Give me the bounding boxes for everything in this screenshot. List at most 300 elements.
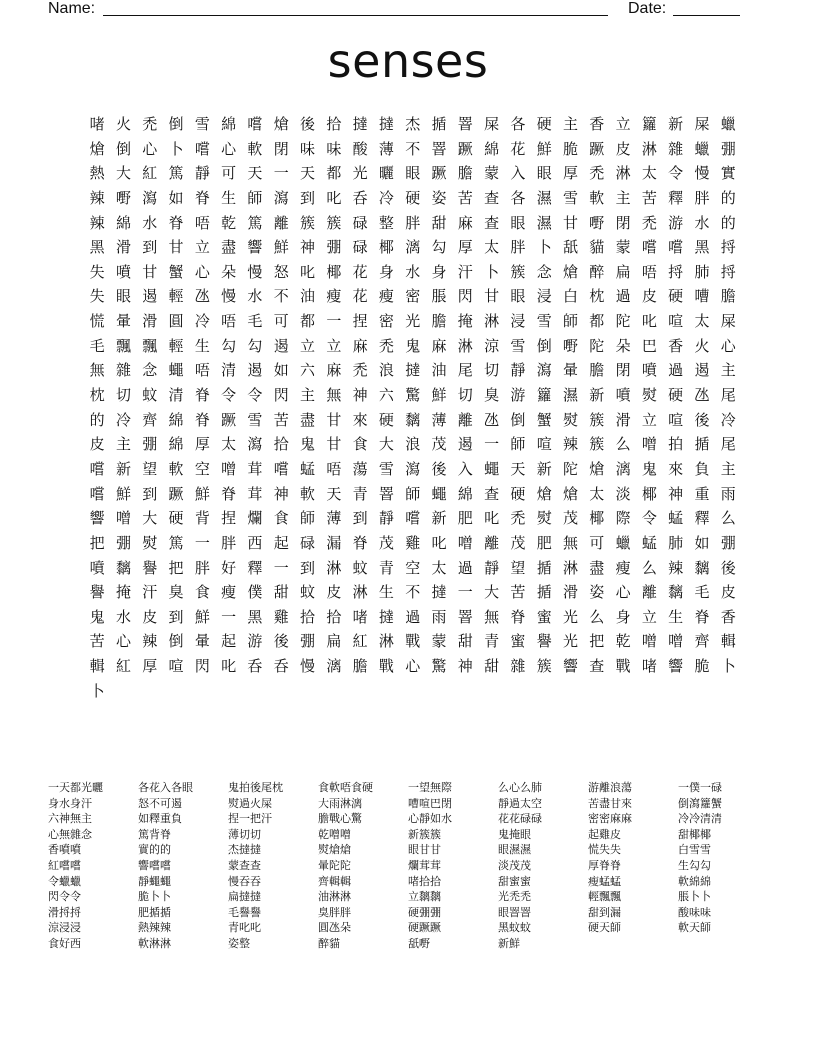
grid-cell[interactable]: 軟 — [247, 139, 263, 158]
grid-cell[interactable]: 毛 — [694, 583, 710, 602]
grid-cell[interactable]: 密 — [405, 287, 421, 306]
grid-cell[interactable]: 新 — [536, 459, 552, 478]
grid-cell[interactable]: 水 — [142, 213, 158, 232]
grid-cell[interactable]: 冷 — [194, 312, 210, 331]
grid-cell[interactable]: 眼 — [536, 164, 552, 183]
grid-cell[interactable]: 巴 — [641, 336, 657, 355]
grid-cell[interactable]: 雨 — [431, 607, 447, 626]
grid-cell[interactable]: 一 — [194, 533, 210, 552]
grid-cell[interactable]: 倒 — [510, 410, 526, 429]
grid-cell[interactable]: 氹 — [194, 287, 210, 306]
grid-cell[interactable]: 暈 — [115, 312, 131, 331]
grid-cell[interactable]: 醉 — [589, 262, 605, 281]
grid-cell[interactable]: 令 — [221, 386, 237, 405]
grid-cell[interactable]: 師 — [247, 188, 263, 207]
grid-cell[interactable]: 嚐 — [89, 459, 105, 478]
grid-cell[interactable]: 叱 — [641, 312, 657, 331]
grid-cell[interactable]: 茸 — [247, 459, 263, 478]
grid-cell[interactable]: 麻 — [352, 336, 368, 355]
grid-cell[interactable]: 蠟 — [694, 139, 710, 158]
grid-cell[interactable]: 滑 — [115, 238, 131, 257]
grid-cell[interactable]: 硬 — [536, 115, 552, 133]
grid-cell[interactable]: 辣 — [668, 558, 684, 577]
grid-cell[interactable]: 朵 — [221, 262, 237, 281]
grid-cell[interactable]: 椰 — [378, 238, 394, 257]
grid-cell[interactable]: 靜 — [378, 509, 394, 528]
grid-cell[interactable]: 拾 — [300, 607, 316, 626]
grid-cell[interactable]: 神 — [273, 484, 289, 503]
grid-cell[interactable]: 撻 — [352, 115, 368, 133]
grid-cell[interactable]: 輯 — [89, 657, 105, 676]
grid-cell[interactable]: 氹 — [484, 410, 500, 429]
grid-cell[interactable]: 浪 — [405, 435, 421, 454]
grid-cell[interactable]: 望 — [510, 558, 526, 577]
grid-cell[interactable]: 空 — [405, 558, 421, 577]
grid-cell[interactable]: 暈 — [194, 632, 210, 651]
grid-cell[interactable]: 舐 — [562, 238, 578, 257]
grid-cell[interactable]: 慢 — [300, 657, 316, 676]
grid-cell[interactable]: 禿 — [378, 336, 394, 355]
grid-cell[interactable]: 浸 — [536, 287, 552, 306]
grid-cell[interactable]: 拍 — [668, 435, 684, 454]
grid-cell[interactable]: 立 — [326, 336, 342, 355]
grid-cell[interactable]: 黐 — [668, 583, 684, 602]
grid-cell[interactable]: 蹶 — [168, 484, 184, 503]
grid-cell[interactable]: 冷 — [720, 410, 736, 429]
grid-cell[interactable]: 硬 — [378, 410, 394, 429]
grid-cell[interactable]: 無 — [326, 386, 342, 405]
grid-cell[interactable]: 軟 — [168, 459, 184, 478]
grid-cell[interactable]: 查 — [484, 484, 500, 503]
grid-cell[interactable]: 蒙 — [431, 632, 447, 651]
grid-cell[interactable]: 卜 — [89, 681, 105, 700]
grid-cell[interactable]: 綿 — [168, 410, 184, 429]
grid-cell[interactable]: 響 — [668, 657, 684, 676]
grid-cell[interactable]: 心 — [194, 262, 210, 281]
name-blank[interactable] — [103, 15, 608, 16]
grid-cell[interactable]: 熨 — [641, 386, 657, 405]
grid-cell[interactable]: 屎 — [484, 115, 500, 133]
grid-cell[interactable]: 立 — [641, 410, 657, 429]
grid-cell[interactable]: 青 — [484, 632, 500, 651]
grid-cell[interactable]: 離 — [484, 533, 500, 552]
grid-cell[interactable]: 熗 — [89, 139, 105, 158]
grid-cell[interactable]: 毛 — [89, 336, 105, 355]
grid-cell[interactable]: 太 — [589, 484, 605, 503]
grid-cell[interactable]: 肥 — [457, 509, 473, 528]
grid-cell[interactable]: 把 — [168, 558, 184, 577]
grid-cell[interactable]: 捋 — [720, 262, 736, 281]
grid-cell[interactable]: 辣 — [89, 213, 105, 232]
grid-cell[interactable]: 唔 — [194, 361, 210, 380]
grid-cell[interactable]: 火 — [115, 115, 131, 133]
grid-cell[interactable]: 爛 — [247, 509, 263, 528]
grid-cell[interactable]: 眼 — [405, 164, 421, 183]
grid-cell[interactable]: 密 — [378, 312, 394, 331]
grid-cell[interactable]: 噌 — [457, 533, 473, 552]
grid-cell[interactable]: 嘢 — [562, 336, 578, 355]
grid-cell[interactable]: 主 — [300, 386, 316, 405]
grid-cell[interactable]: 弸 — [720, 533, 736, 552]
grid-cell[interactable]: 脊 — [352, 533, 368, 552]
grid-cell[interactable]: 漏 — [326, 533, 342, 552]
grid-cell[interactable]: 蠟 — [720, 115, 736, 133]
grid-cell[interactable]: 倒 — [115, 139, 131, 158]
grid-cell[interactable]: 滑 — [615, 410, 631, 429]
grid-cell[interactable]: 禿 — [352, 361, 368, 380]
grid-cell[interactable]: 離 — [641, 583, 657, 602]
grid-cell[interactable]: 濕 — [536, 213, 552, 232]
date-blank[interactable] — [673, 15, 740, 16]
grid-cell[interactable]: 鮮 — [536, 139, 552, 158]
grid-cell[interactable]: 硬 — [668, 386, 684, 405]
grid-cell[interactable]: 閃 — [194, 657, 210, 676]
grid-cell[interactable]: 弸 — [720, 139, 736, 158]
grid-cell[interactable]: 到 — [300, 558, 316, 577]
grid-cell[interactable]: 瘦 — [378, 287, 394, 306]
grid-cell[interactable]: 飄 — [142, 336, 158, 355]
grid-cell[interactable]: 雪 — [247, 410, 263, 429]
grid-cell[interactable]: 膽 — [720, 287, 736, 306]
grid-cell[interactable]: 遏 — [694, 361, 710, 380]
grid-cell[interactable]: 後 — [431, 459, 447, 478]
grid-cell[interactable]: 閃 — [273, 386, 289, 405]
grid-cell[interactable]: 叱 — [484, 509, 500, 528]
grid-cell[interactable]: 瀉 — [405, 459, 421, 478]
grid-cell[interactable]: 靜 — [510, 361, 526, 380]
grid-cell[interactable]: 薄 — [326, 509, 342, 528]
grid-cell[interactable]: 甜 — [431, 213, 447, 232]
grid-cell[interactable]: 呑 — [273, 657, 289, 676]
grid-cell[interactable]: 新 — [431, 509, 447, 528]
grid-cell[interactable]: 清 — [221, 361, 237, 380]
grid-cell[interactable]: 揗 — [536, 583, 552, 602]
grid-cell[interactable]: 倒 — [168, 632, 184, 651]
grid-cell[interactable]: 心 — [720, 336, 736, 355]
grid-cell[interactable]: 查 — [589, 657, 605, 676]
grid-cell[interactable]: 捋 — [720, 238, 736, 257]
grid-cell[interactable]: 皮 — [641, 287, 657, 306]
grid-cell[interactable]: 輕 — [168, 336, 184, 355]
grid-cell[interactable]: 火 — [694, 336, 710, 355]
grid-cell[interactable]: 主 — [562, 115, 578, 133]
grid-cell[interactable]: 雪 — [194, 115, 210, 133]
grid-cell[interactable]: 來 — [352, 410, 368, 429]
grid-cell[interactable]: 游 — [247, 632, 263, 651]
grid-cell[interactable]: 撻 — [378, 115, 394, 133]
grid-cell[interactable]: 汗 — [457, 262, 473, 281]
grid-cell[interactable]: 慌 — [89, 312, 105, 331]
grid-cell[interactable]: 的 — [720, 188, 736, 207]
grid-cell[interactable]: 主 — [720, 459, 736, 478]
grid-cell[interactable]: 甘 — [562, 213, 578, 232]
grid-cell[interactable]: 閉 — [615, 361, 631, 380]
grid-cell[interactable]: 勾 — [431, 238, 447, 257]
grid-cell[interactable]: 可 — [221, 164, 237, 183]
grid-cell[interactable]: 脆 — [562, 139, 578, 158]
grid-cell[interactable]: 陀 — [615, 312, 631, 331]
grid-cell[interactable]: 瀉 — [273, 188, 289, 207]
grid-cell[interactable]: 六 — [300, 361, 316, 380]
grid-cell[interactable]: 厚 — [142, 657, 158, 676]
grid-cell[interactable]: 鬼 — [405, 336, 421, 355]
grid-cell[interactable]: 輯 — [720, 632, 736, 651]
grid-cell[interactable]: 黑 — [247, 607, 263, 626]
grid-cell[interactable]: 熨 — [142, 533, 158, 552]
grid-cell[interactable]: 肥 — [536, 533, 552, 552]
grid-cell[interactable]: 蜢 — [668, 509, 684, 528]
grid-cell[interactable]: 負 — [694, 459, 710, 478]
grid-cell[interactable]: 么 — [720, 509, 736, 528]
grid-cell[interactable]: 膽 — [431, 312, 447, 331]
grid-cell[interactable]: 胖 — [221, 533, 237, 552]
grid-cell[interactable]: 紅 — [352, 632, 368, 651]
grid-cell[interactable]: 淋 — [457, 336, 473, 355]
grid-cell[interactable]: 滑 — [142, 312, 158, 331]
grid-cell[interactable]: 青 — [378, 558, 394, 577]
grid-cell[interactable]: 心 — [221, 139, 237, 158]
grid-cell[interactable]: 閉 — [615, 213, 631, 232]
grid-cell[interactable]: 鮮 — [194, 484, 210, 503]
grid-cell[interactable]: 熗 — [562, 484, 578, 503]
grid-cell[interactable]: 瘦 — [615, 558, 631, 577]
grid-cell[interactable]: 胖 — [694, 188, 710, 207]
grid-cell[interactable]: 慢 — [247, 262, 263, 281]
grid-cell[interactable]: 噴 — [89, 558, 105, 577]
grid-cell[interactable]: 過 — [615, 287, 631, 306]
grid-cell[interactable]: 罯 — [378, 484, 394, 503]
grid-cell[interactable]: 胖 — [510, 238, 526, 257]
grid-cell[interactable]: 都 — [589, 312, 605, 331]
grid-cell[interactable]: 齊 — [694, 632, 710, 651]
grid-cell[interactable]: 輕 — [168, 287, 184, 306]
grid-cell[interactable]: 蠅 — [168, 361, 184, 380]
grid-cell[interactable]: 暈 — [562, 361, 578, 380]
grid-cell[interactable]: 後 — [273, 632, 289, 651]
grid-cell[interactable]: 皮 — [720, 583, 736, 602]
grid-cell[interactable]: 如 — [694, 533, 710, 552]
grid-cell[interactable]: 蕩 — [352, 459, 368, 478]
grid-cell[interactable]: 嚐 — [89, 484, 105, 503]
grid-cell[interactable]: 脊 — [168, 213, 184, 232]
grid-cell[interactable]: 蒙 — [484, 164, 500, 183]
grid-cell[interactable]: 熗 — [589, 459, 605, 478]
grid-cell[interactable]: 厚 — [562, 164, 578, 183]
grid-cell[interactable]: 蒙 — [615, 238, 631, 257]
grid-cell[interactable]: 六 — [378, 386, 394, 405]
grid-cell[interactable]: 西 — [247, 533, 263, 552]
grid-cell[interactable]: 靜 — [194, 164, 210, 183]
grid-cell[interactable]: 師 — [562, 312, 578, 331]
grid-cell[interactable]: 到 — [300, 188, 316, 207]
grid-cell[interactable]: 篤 — [168, 164, 184, 183]
grid-cell[interactable]: 綿 — [168, 435, 184, 454]
grid-cell[interactable]: 淋 — [326, 558, 342, 577]
grid-cell[interactable]: 香 — [668, 336, 684, 355]
grid-cell[interactable]: 香 — [720, 607, 736, 626]
grid-cell[interactable]: 喧 — [168, 657, 184, 676]
grid-cell[interactable]: 臭 — [484, 386, 500, 405]
grid-cell[interactable]: 枕 — [589, 287, 605, 306]
grid-cell[interactable]: 黐 — [405, 410, 421, 429]
grid-cell[interactable]: 身 — [431, 262, 447, 281]
grid-cell[interactable]: 過 — [405, 607, 421, 626]
grid-cell[interactable]: 勾 — [221, 336, 237, 355]
grid-cell[interactable]: 卜 — [720, 657, 736, 676]
grid-cell[interactable]: 青 — [352, 484, 368, 503]
grid-cell[interactable]: 肺 — [668, 533, 684, 552]
grid-cell[interactable]: 雪 — [536, 312, 552, 331]
grid-cell[interactable]: 揗 — [431, 115, 447, 133]
grid-cell[interactable]: 叱 — [300, 262, 316, 281]
grid-cell[interactable]: 揗 — [694, 435, 710, 454]
grid-cell[interactable]: 呑 — [352, 188, 368, 207]
grid-cell[interactable]: 罯 — [457, 607, 473, 626]
grid-cell[interactable]: 噴 — [615, 386, 631, 405]
grid-cell[interactable]: 籮 — [536, 386, 552, 405]
grid-cell[interactable]: 枕 — [89, 386, 105, 405]
grid-cell[interactable]: 薄 — [378, 139, 394, 158]
grid-cell[interactable]: 熨 — [536, 509, 552, 528]
grid-cell[interactable]: 立 — [615, 115, 631, 133]
grid-cell[interactable]: 噴 — [115, 262, 131, 281]
grid-cell[interactable]: 太 — [431, 558, 447, 577]
grid-cell[interactable]: 噌 — [115, 509, 131, 528]
grid-cell[interactable]: 切 — [484, 361, 500, 380]
grid-cell[interactable]: 卜 — [536, 238, 552, 257]
grid-cell[interactable]: 都 — [326, 164, 342, 183]
grid-cell[interactable]: 神 — [300, 238, 316, 257]
grid-cell[interactable]: 卜 — [168, 139, 184, 158]
grid-cell[interactable]: 驚 — [431, 657, 447, 676]
grid-cell[interactable]: 嚐 — [247, 115, 263, 133]
grid-cell[interactable]: 啫 — [89, 115, 105, 133]
grid-cell[interactable]: 紅 — [115, 657, 131, 676]
grid-cell[interactable]: 令 — [641, 509, 657, 528]
grid-cell[interactable]: 的 — [89, 410, 105, 429]
grid-cell[interactable]: 蜜 — [510, 632, 526, 651]
grid-cell[interactable]: 光 — [562, 632, 578, 651]
grid-cell[interactable]: 喧 — [668, 410, 684, 429]
grid-cell[interactable]: 主 — [115, 435, 131, 454]
grid-cell[interactable]: 弸 — [142, 435, 158, 454]
grid-cell[interactable]: 軟 — [300, 484, 316, 503]
grid-cell[interactable]: 厚 — [457, 238, 473, 257]
grid-cell[interactable]: 黐 — [694, 558, 710, 577]
grid-cell[interactable]: 噴 — [641, 361, 657, 380]
grid-cell[interactable]: 實 — [720, 164, 736, 183]
grid-cell[interactable]: 尾 — [720, 386, 736, 405]
grid-cell[interactable]: 雨 — [720, 484, 736, 503]
grid-cell[interactable]: 撻 — [431, 583, 447, 602]
grid-cell[interactable]: 綿 — [115, 213, 131, 232]
grid-cell[interactable]: 茂 — [378, 533, 394, 552]
grid-cell[interactable]: 釋 — [694, 509, 710, 528]
grid-cell[interactable]: 噌 — [641, 632, 657, 651]
grid-cell[interactable]: 嚐 — [641, 238, 657, 257]
grid-cell[interactable]: 麻 — [326, 361, 342, 380]
grid-cell[interactable]: 碌 — [300, 533, 316, 552]
grid-cell[interactable]: 譽 — [89, 583, 105, 602]
grid-cell[interactable]: 甜 — [484, 657, 500, 676]
grid-cell[interactable]: 椰 — [326, 262, 342, 281]
grid-cell[interactable]: 味 — [326, 139, 342, 158]
grid-cell[interactable]: 不 — [405, 583, 421, 602]
grid-cell[interactable]: 起 — [273, 533, 289, 552]
grid-cell[interactable]: 遏 — [247, 361, 263, 380]
grid-cell[interactable]: 弸 — [326, 238, 342, 257]
grid-cell[interactable]: 浸 — [510, 312, 526, 331]
grid-cell[interactable]: 可 — [273, 312, 289, 331]
grid-cell[interactable]: 大 — [142, 509, 158, 528]
grid-cell[interactable]: 到 — [352, 509, 368, 528]
grid-cell[interactable]: 籮 — [641, 115, 657, 133]
grid-cell[interactable]: 神 — [668, 484, 684, 503]
grid-cell[interactable]: 一 — [457, 583, 473, 602]
grid-cell[interactable]: 椰 — [641, 484, 657, 503]
grid-cell[interactable]: 失 — [89, 287, 105, 306]
grid-cell[interactable]: 一 — [326, 312, 342, 331]
grid-cell[interactable]: 雜 — [115, 361, 131, 380]
grid-cell[interactable]: 到 — [168, 607, 184, 626]
grid-cell[interactable]: 花 — [352, 262, 368, 281]
grid-cell[interactable]: 苦 — [457, 188, 473, 207]
grid-cell[interactable]: 脆 — [694, 657, 710, 676]
grid-cell[interactable]: 嘈 — [694, 287, 710, 306]
grid-cell[interactable]: 的 — [720, 213, 736, 232]
grid-cell[interactable]: 掩 — [457, 312, 473, 331]
grid-cell[interactable]: 姿 — [589, 583, 605, 602]
grid-cell[interactable]: 熨 — [562, 410, 578, 429]
grid-cell[interactable]: 脊 — [194, 188, 210, 207]
grid-cell[interactable]: 天 — [326, 484, 342, 503]
grid-cell[interactable]: 蹶 — [431, 164, 447, 183]
grid-cell[interactable]: 噌 — [221, 459, 237, 478]
grid-cell[interactable]: 胖 — [194, 558, 210, 577]
grid-cell[interactable]: 好 — [221, 558, 237, 577]
grid-cell[interactable]: 撻 — [405, 361, 421, 380]
grid-cell[interactable]: 硬 — [510, 484, 526, 503]
grid-cell[interactable]: 脊 — [694, 607, 710, 626]
grid-cell[interactable]: 倒 — [536, 336, 552, 355]
grid-cell[interactable]: 厚 — [194, 435, 210, 454]
grid-cell[interactable]: 不 — [405, 139, 421, 158]
grid-cell[interactable]: 瀉 — [536, 361, 552, 380]
grid-cell[interactable]: 各 — [510, 115, 526, 133]
grid-cell[interactable]: 酸 — [352, 139, 368, 158]
grid-cell[interactable]: 甘 — [326, 410, 342, 429]
grid-cell[interactable]: 如 — [273, 361, 289, 380]
grid-cell[interactable]: 撻 — [378, 607, 394, 626]
grid-cell[interactable]: 喧 — [668, 312, 684, 331]
grid-cell[interactable]: 唔 — [194, 213, 210, 232]
grid-cell[interactable]: 眼 — [510, 287, 526, 306]
grid-cell[interactable]: 簇 — [536, 657, 552, 676]
grid-cell[interactable]: 瘦 — [221, 583, 237, 602]
grid-cell[interactable]: 雪 — [562, 188, 578, 207]
grid-cell[interactable]: 水 — [694, 213, 710, 232]
grid-cell[interactable]: 飄 — [115, 336, 131, 355]
grid-cell[interactable]: 神 — [352, 386, 368, 405]
grid-cell[interactable]: 到 — [142, 238, 158, 257]
grid-cell[interactable]: 瀉 — [142, 188, 158, 207]
grid-cell[interactable]: 太 — [641, 164, 657, 183]
grid-cell[interactable]: 硬 — [668, 287, 684, 306]
grid-cell[interactable]: 大 — [378, 435, 394, 454]
grid-cell[interactable]: 一 — [221, 607, 237, 626]
grid-cell[interactable]: 心 — [405, 657, 421, 676]
grid-cell[interactable]: 後 — [300, 115, 316, 133]
